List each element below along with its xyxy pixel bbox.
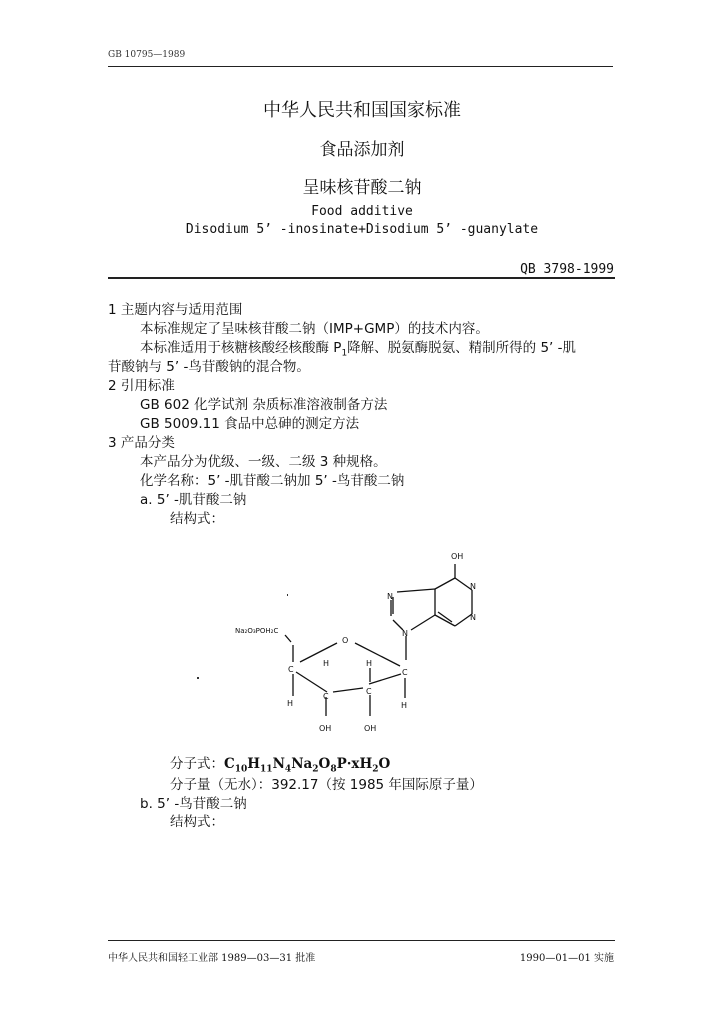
title-product: 呈味核苷酸二钠 — [302, 178, 422, 198]
formula-value: $C_{10}H_{11}N_4Na_2O_8P\cdot xH_2O$ — [224, 756, 391, 775]
section-3-heading: 3 产品分类 — [108, 435, 175, 451]
section-3-para-1: 本产品分为优级、一级、二级 3 种规格。 — [140, 454, 387, 470]
item-b-structure-label: 结构式： — [170, 814, 224, 830]
label-ring-o: O — [342, 636, 349, 645]
header-rule — [108, 66, 613, 67]
label-h3: H — [323, 659, 330, 668]
label-phosphate: Na₂O₃POH₂C — [235, 627, 279, 635]
speck — [287, 594, 288, 596]
title-rule — [108, 277, 615, 279]
label-n9: N — [402, 629, 408, 638]
title-en-line2: Disodium 5’ -inosinate+Disodium 5’ -guanylate — [185, 222, 539, 237]
label-n7: N — [387, 592, 393, 601]
section-1-para-2a: 本标准适用于核糖核酸经核酸酶 $P_1$降解、脱氨酶脱氨、精制所得的 5’ -肌 — [140, 340, 577, 359]
title-national-standard: 中华人民共和国国家标准 — [263, 100, 461, 121]
reference-gb602: GB 602 化学试剂 杂质标准溶液制备方法 — [140, 397, 388, 413]
speck — [197, 677, 199, 679]
footer-effective-date: 1990—01—01 实施 — [519, 953, 614, 964]
label-c2: C — [366, 687, 372, 696]
label-oh3: OH — [319, 724, 332, 733]
section-2-heading: 2 引用标准 — [108, 378, 175, 394]
item-b-heading: b. 5’ -鸟苷酸二钠 — [140, 796, 247, 812]
item-a-heading: a. 5’ -肌苷酸二钠 — [140, 492, 247, 508]
label-c4: C — [288, 665, 294, 674]
header-code: GB 10795—1989 — [108, 50, 186, 60]
standard-number: QB 3798-1999 — [520, 262, 614, 277]
label-h4: H — [287, 699, 294, 708]
label-h1: H — [401, 701, 408, 710]
section-1-para-1: 本标准规定了呈味核苷酸二钠（IMP+GMP）的技术内容。 — [140, 321, 489, 337]
title-en-line1: Food additive — [311, 204, 413, 219]
section-1-heading: 1 主题内容与适用范围 — [108, 302, 243, 318]
label-h2: H — [366, 659, 373, 668]
label-c3: C — [323, 692, 329, 701]
footer-approval: 中华人民共和国轻工业部 1989—03—31 批准 — [108, 953, 316, 964]
formula-label: 分子式： — [170, 756, 224, 772]
label-n3: N — [470, 613, 476, 622]
section-1-para-2b: 苷酸钠与 5’ -鸟苷酸钠的混合物。 — [108, 359, 310, 375]
item-a-structure-label: 结构式： — [170, 511, 224, 527]
label-oh2: OH — [364, 724, 377, 733]
molecular-weight: 分子量（无水）：392.17（按 1985 年国际原子量） — [170, 777, 483, 793]
molecular-formula — [170, 752, 390, 775]
inosinate-structure-diagram — [225, 540, 495, 740]
title-food-additive: 食品添加剂 — [319, 140, 405, 160]
label-oh-top: OH — [451, 552, 464, 561]
label-n1: N — [470, 582, 476, 591]
footer-rule — [108, 940, 615, 941]
section-3-chem-name: 化学名称：5’ -肌苷酸二钠加 5’ -鸟苷酸二钠 — [140, 473, 405, 489]
label-c1: C — [402, 668, 408, 677]
reference-gb5009: GB 5009.11 食品中总砷的测定方法 — [140, 416, 360, 432]
